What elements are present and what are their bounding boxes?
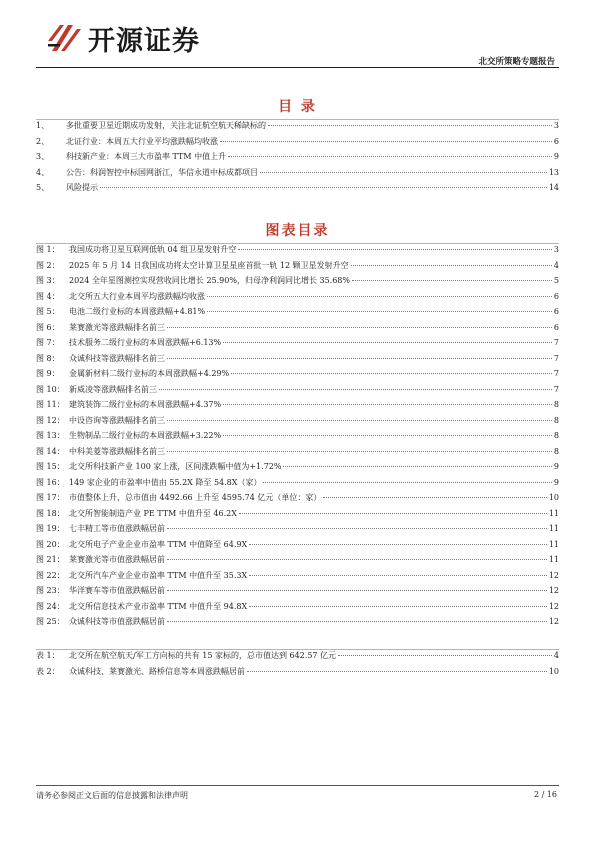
entry-label: 金属新材料二级行业标的本周涨跌幅+4.29% <box>69 369 230 378</box>
dot-leader <box>207 296 552 297</box>
entry-page-number: 11 <box>548 539 559 549</box>
figure-entry[interactable] <box>36 601 559 617</box>
table-entry[interactable] <box>36 666 559 682</box>
entry-label: 中设咨询等涨跌幅排名前三 <box>69 415 165 425</box>
entry-page-number: 14 <box>548 183 559 192</box>
dot-leader <box>260 172 547 173</box>
entry-number: 图 3： <box>36 276 60 285</box>
figure-entry[interactable] <box>36 291 559 307</box>
dot-leader <box>167 528 547 529</box>
toc-entry[interactable] <box>36 136 559 152</box>
entry-number: 图 6： <box>36 322 60 332</box>
entry-page-number: 7 <box>553 384 559 394</box>
figure-entry[interactable] <box>36 446 559 462</box>
dot-leader <box>283 466 551 467</box>
figure-entry[interactable] <box>36 368 559 384</box>
entry-number: 图 24： <box>36 601 65 611</box>
entry-number: 图 20： <box>36 539 65 549</box>
toc-entry[interactable] <box>36 151 559 167</box>
figure-entry[interactable] <box>36 430 559 446</box>
entry-number: 图 18： <box>36 508 65 518</box>
figure-entry[interactable] <box>36 244 559 260</box>
figure-entry[interactable] <box>36 508 559 524</box>
entry-label: 北交所五大行业本周平均涨跌幅均收涨 <box>69 291 205 301</box>
entry-number: 图 9： <box>36 369 60 378</box>
entry-number: 图 16： <box>36 477 65 487</box>
entry-label: 生物制品二级行业标的本周涨跌幅+3.22% <box>69 431 222 440</box>
entry-label: 建筑装饰二级行业标的本周涨跌幅+4.37% <box>69 400 222 409</box>
figure-entry[interactable] <box>36 337 559 353</box>
entry-label: 众诚科技等市值涨跌幅居前 <box>69 617 165 626</box>
entry-page-number: 7 <box>553 353 559 363</box>
entry-number: 图 22： <box>36 570 65 580</box>
entry-label: 北交所智能制造产业 PE TTM 中值升至 46.2X <box>69 508 237 518</box>
toc-entry[interactable] <box>36 120 559 136</box>
dot-leader <box>249 575 547 576</box>
entry-label: 北证行业：本周五大行业平均涨跌幅均收涨 <box>66 136 218 146</box>
dot-leader <box>167 559 547 560</box>
entry-number: 图 11： <box>36 400 65 409</box>
entry-number: 图 19： <box>36 524 65 533</box>
figure-entry[interactable] <box>36 306 559 322</box>
entry-page-number: 11 <box>548 524 559 533</box>
tables-list <box>36 649 559 681</box>
entry-page-number: 7 <box>553 369 559 378</box>
figure-entry[interactable] <box>36 477 559 493</box>
entry-label: 众诚科技等涨跌幅排名前三 <box>69 353 165 363</box>
figure-entry[interactable] <box>36 539 559 555</box>
entry-page-number: 9 <box>553 152 559 161</box>
toc-entry[interactable] <box>36 182 559 198</box>
entry-label: 莱赛激光等涨跌幅排名前三 <box>69 322 165 332</box>
dot-leader <box>223 404 552 405</box>
dot-leader <box>239 513 547 514</box>
entry-label: 中科美菱等涨跌幅排名前三 <box>69 446 165 456</box>
entry-number: 图 21： <box>36 555 65 564</box>
entry-label: 2025 年 5 月 14 日我国成功将太空计算卫星星座首批一轨 12 颗卫星发射升空 <box>69 260 349 270</box>
entry-label: 北交所科技新产业 100 家上涨，区间涨跌幅中值为+1.72% <box>69 462 282 471</box>
figure-entry[interactable] <box>36 260 559 276</box>
entry-page-number: 6 <box>553 291 559 301</box>
dot-leader <box>228 156 552 157</box>
entry-page-number: 5 <box>553 276 559 285</box>
entry-label: 多批重要卫星近期成功发射，关注北证航空航天稀缺标的 <box>66 121 266 130</box>
entry-number: 图 2： <box>36 260 60 270</box>
entry-page-number: 12 <box>548 570 559 580</box>
dot-leader <box>100 187 547 188</box>
entry-page-number: 3 <box>553 245 559 254</box>
entry-page-number: 12 <box>548 601 559 611</box>
figure-entry[interactable] <box>36 461 559 477</box>
entry-page-number: 8 <box>553 446 559 456</box>
entry-page-number: 8 <box>553 431 559 440</box>
entry-number: 图 5： <box>36 307 60 316</box>
entry-page-number: 11 <box>548 555 559 564</box>
entry-number: 图 1： <box>36 245 60 254</box>
entry-page-number: 8 <box>553 415 559 425</box>
toc-title: 目 录 <box>278 99 317 115</box>
entry-number: 图 17： <box>36 493 65 502</box>
entry-number: 3、 <box>36 152 50 161</box>
entry-page-number: 7 <box>553 338 559 347</box>
entry-page-number: 11 <box>548 508 559 518</box>
table-entry[interactable] <box>36 650 559 666</box>
dot-leader <box>167 590 547 591</box>
entry-number: 表 1： <box>36 651 60 660</box>
entry-number: 图 13： <box>36 431 65 440</box>
dot-leader <box>159 389 552 390</box>
entry-number: 图 10： <box>36 384 65 394</box>
dot-leader <box>238 249 552 250</box>
entry-label: 技术服务二级行业标的本周涨跌幅+6.13% <box>69 338 222 347</box>
figure-entry[interactable] <box>36 554 559 570</box>
dot-leader <box>249 606 547 607</box>
entry-label: 北交所在航空航天/军工方向标的共有 15 家标的，总市值达到 642.57 亿元 <box>69 651 337 660</box>
entry-number: 1、 <box>36 121 50 130</box>
figure-entry[interactable] <box>36 616 559 632</box>
page-indicator: 2 / 16 <box>533 790 557 799</box>
dot-leader <box>167 451 552 452</box>
entry-page-number: 10 <box>548 493 559 502</box>
dot-leader <box>167 420 552 421</box>
dot-leader <box>247 671 547 672</box>
report-type-label: 北交所策略专题报告 <box>478 57 555 67</box>
figure-entry[interactable] <box>36 322 559 338</box>
entry-page-number: 6 <box>553 307 559 316</box>
dot-leader <box>338 655 552 656</box>
entry-label: 149 家企业的市盈率中值由 55.2X 降至 54.8X（家） <box>69 477 262 487</box>
dot-leader <box>167 358 552 359</box>
entry-number: 图 25： <box>36 617 65 626</box>
figure-entry[interactable] <box>36 492 559 508</box>
dot-leader <box>231 373 552 374</box>
dot-leader <box>220 141 552 142</box>
figure-entry[interactable] <box>36 585 559 601</box>
entry-number: 图 8： <box>36 353 60 363</box>
figure-entry[interactable] <box>36 353 559 369</box>
entry-number: 图 4： <box>36 291 60 301</box>
entry-number: 图 12： <box>36 415 65 425</box>
entry-label: 北交所电子产业企业市盈率 TTM 中值降至 64.9X <box>69 539 248 549</box>
dot-leader <box>351 265 552 266</box>
logo-text: 开源证券 <box>88 25 200 57</box>
dot-leader <box>223 435 552 436</box>
entry-page-number: 10 <box>548 666 559 676</box>
dot-leader <box>323 497 546 498</box>
dot-leader <box>268 125 552 126</box>
entry-page-number: 12 <box>548 586 559 595</box>
entry-label: 科技新产业：本周三大市盈率 TTM 中值上升 <box>66 152 227 161</box>
entry-number: 图 15： <box>36 462 65 471</box>
entry-page-number: 9 <box>553 477 559 487</box>
toc-entry[interactable] <box>36 167 559 183</box>
entry-number: 图 14： <box>36 446 65 456</box>
figure-entry[interactable] <box>36 570 559 586</box>
entry-label: 市值整体上升，总市值由 4492.66 上升至 4595.74 亿元（单位：家） <box>69 493 322 502</box>
entry-label: 电池二级行业标的本周涨跌幅+4.81% <box>69 307 206 316</box>
entry-label: 莱赛激光等市值涨跌幅居前 <box>69 555 165 564</box>
footer-disclaimer: 请务必参阅正文后面的信息披露和法律声明 <box>36 791 188 800</box>
entry-page-number: 4 <box>553 260 559 270</box>
entry-number: 2、 <box>36 136 50 146</box>
entry-page-number: 8 <box>553 400 559 409</box>
entry-label: 我国成功将卫星互联网低轨 04 组卫星发射升空 <box>69 245 237 254</box>
dot-leader <box>207 311 552 312</box>
entry-label: 2024 全年星图测控实现营收同比增长 25.90%，归母净利润同比增长 35.68% <box>69 276 350 285</box>
entry-label: 新威凌等涨跌幅排名前三 <box>69 384 157 394</box>
entry-page-number: 6 <box>553 322 559 332</box>
entry-label: 公告：科润智控中标国网浙江，华信永道中标成都项目 <box>66 167 258 177</box>
figure-entry[interactable] <box>36 523 559 539</box>
entry-label: 北交所信息技术产业市盈率 TTM 中值升至 94.8X <box>69 601 248 611</box>
dot-leader <box>223 342 552 343</box>
dot-leader <box>352 280 552 281</box>
figure-entry[interactable] <box>36 275 559 291</box>
figure-entry[interactable] <box>36 415 559 431</box>
dot-leader <box>249 544 547 545</box>
entry-label: 风险提示 <box>66 183 98 192</box>
logo-mark-icon <box>46 21 82 55</box>
figure-entry[interactable] <box>36 399 559 415</box>
entry-label: 七丰精工等市值涨跌幅居前 <box>69 524 165 533</box>
entry-page-number: 3 <box>553 121 559 130</box>
entry-page-number: 12 <box>548 617 559 626</box>
entry-number: 4、 <box>36 167 50 177</box>
figures-title: 图表目录 <box>265 223 330 239</box>
entry-page-number: 6 <box>553 136 559 146</box>
dot-leader <box>167 621 547 622</box>
entry-label: 华洋赛车等市值涨跌幅居前 <box>69 586 165 595</box>
entry-number: 5、 <box>36 183 50 192</box>
entry-label: 众诚科技、莱赛激光、路桥信息等本周涨跌幅居前 <box>69 666 245 676</box>
entry-page-number: 4 <box>553 651 559 660</box>
entry-number: 表 2： <box>36 666 60 676</box>
toc-list <box>36 119 559 198</box>
entry-number: 图 23： <box>36 586 65 595</box>
dot-leader <box>263 482 551 483</box>
entry-number: 图 7： <box>36 338 60 347</box>
dot-leader <box>167 327 552 328</box>
entry-page-number: 9 <box>553 462 559 471</box>
entry-page-number: 13 <box>548 167 559 177</box>
entry-label: 北交所汽车产业企业市盈率 TTM 中值升至 35.3X <box>69 570 248 580</box>
header-divider <box>36 67 559 68</box>
footer-divider <box>36 785 559 786</box>
figure-entry[interactable] <box>36 384 559 400</box>
figures-list <box>36 243 559 632</box>
company-logo <box>46 20 200 56</box>
